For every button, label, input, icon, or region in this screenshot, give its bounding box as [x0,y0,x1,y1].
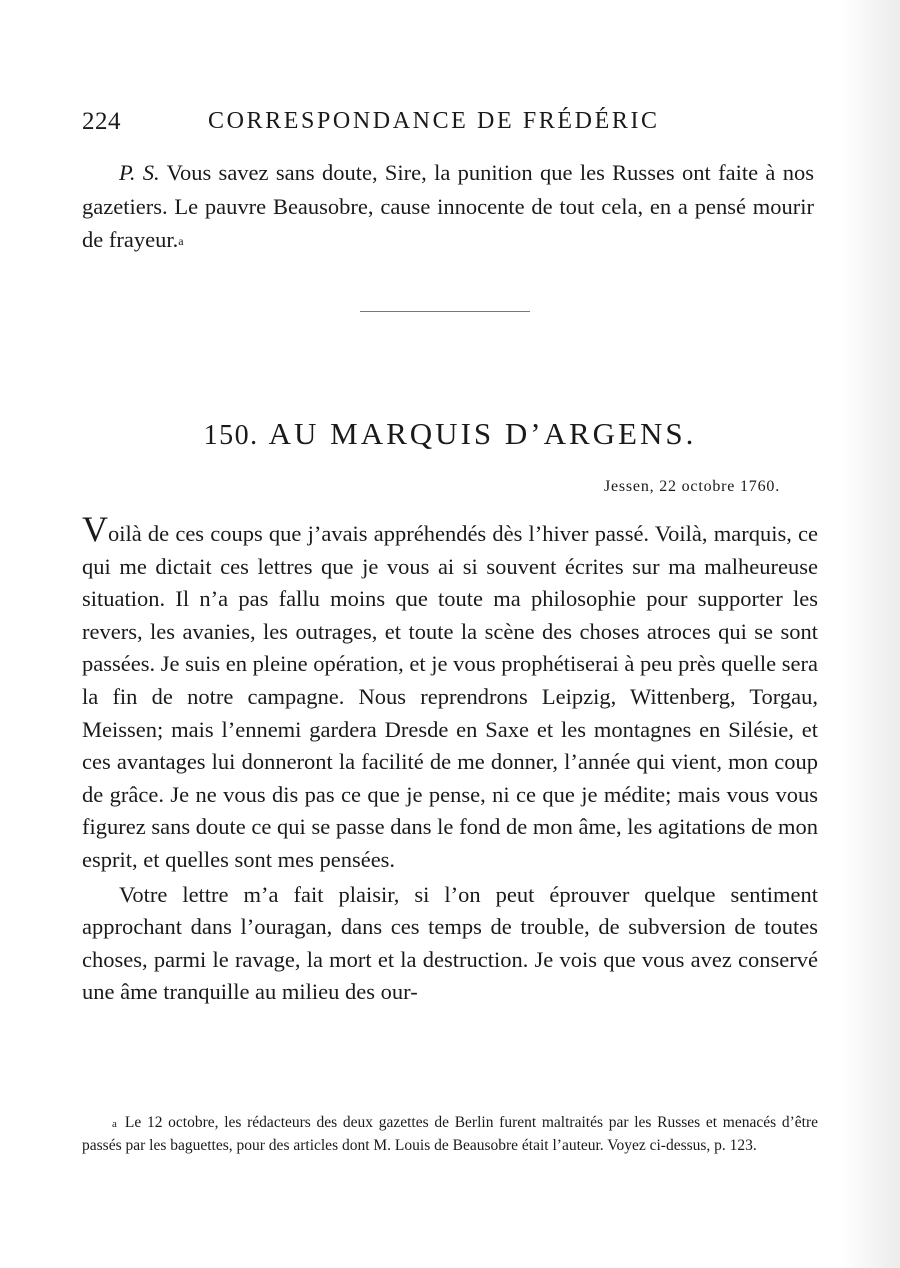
letter-body [82,509,819,1009]
letter-number: 150. [203,420,259,451]
postscript-text: Vous savez sans doute, Sire, la punition que les Russes ont faite à nos gazetiers. Le pauvre Beausobre, cause innocente de tout cela, en a pensé mourir de frayeur. [82,160,815,252]
body-paragraph-1 [82,509,819,877]
letter-addressee: AU MARQUIS D’ARGENS. [268,416,697,451]
postscript-paragraph [82,156,814,257]
letter-dateline: Jessen, 22 octobre 1760. [603,478,780,495]
footnote-mark: a [112,1118,117,1130]
paragraph-1-text: oilà de ces coups que j’avais appréhendés dès l’hiver passé. Voilà, marquis, ce qui me dictait ces lettres que je vous ai si souvent écrites sur ma malheureuse situation. Il n’a pas fallu moins que toute ma philosophie pour supporter les revers, les avanies, les outrages, et toute la scène des choses atroces qui se sont passées. Je suis en pleine opération, et je vous prophétiserai à peu près quelle sera la fin de notre campagne. Nous reprendrons Leipzig, Wittenberg, Torgau, Meissen; mais l’ennemi gardera Dresde en Saxe et les montagnes en Silésie, et ces avantages lui donneront la facilité de me donner, l’année qui vient, mon coup de grâce. Je ne vous dis pas ce que je pense, ni ce que je médite; mais vous vous figurez sans doute ce qui se passe dans le fond de mon âme, les agitations de mon esprit, et quelles sont mes pensées. [82,521,819,872]
drop-cap: V [82,509,108,549]
page-edge-shadow [840,0,900,1268]
page-number: 224 [82,108,121,135]
footnote-reference: a [178,234,184,248]
running-title: CORRESPONDANCE DE FRÉDÉRIC [208,108,660,134]
running-head [82,108,822,140]
footnote-text: Le 12 octobre, les rédacteurs des deux gazettes de Berlin furent maltraités par les Russes et menacés d’être passés par les baguettes, pour des articles dont M. Louis de Beausobre était l’auteur. Voyez ci-dessus, p. 123. [82,1114,818,1154]
section-divider [360,311,530,312]
postscript-label: P. S. [119,160,160,185]
letter-heading [0,416,900,452]
footnote [82,1112,818,1157]
body-paragraph-2: Votre lettre m’a fait plaisir, si l’on peut éprouver quelque sentiment approchant dans l’ouragan, dans ces temps de trouble, de subversion de toutes choses, parmi le ravage, la mort et la destruction. Je vois que vous avez conservé une âme tranquille au milieu des our- [82,881,818,1005]
